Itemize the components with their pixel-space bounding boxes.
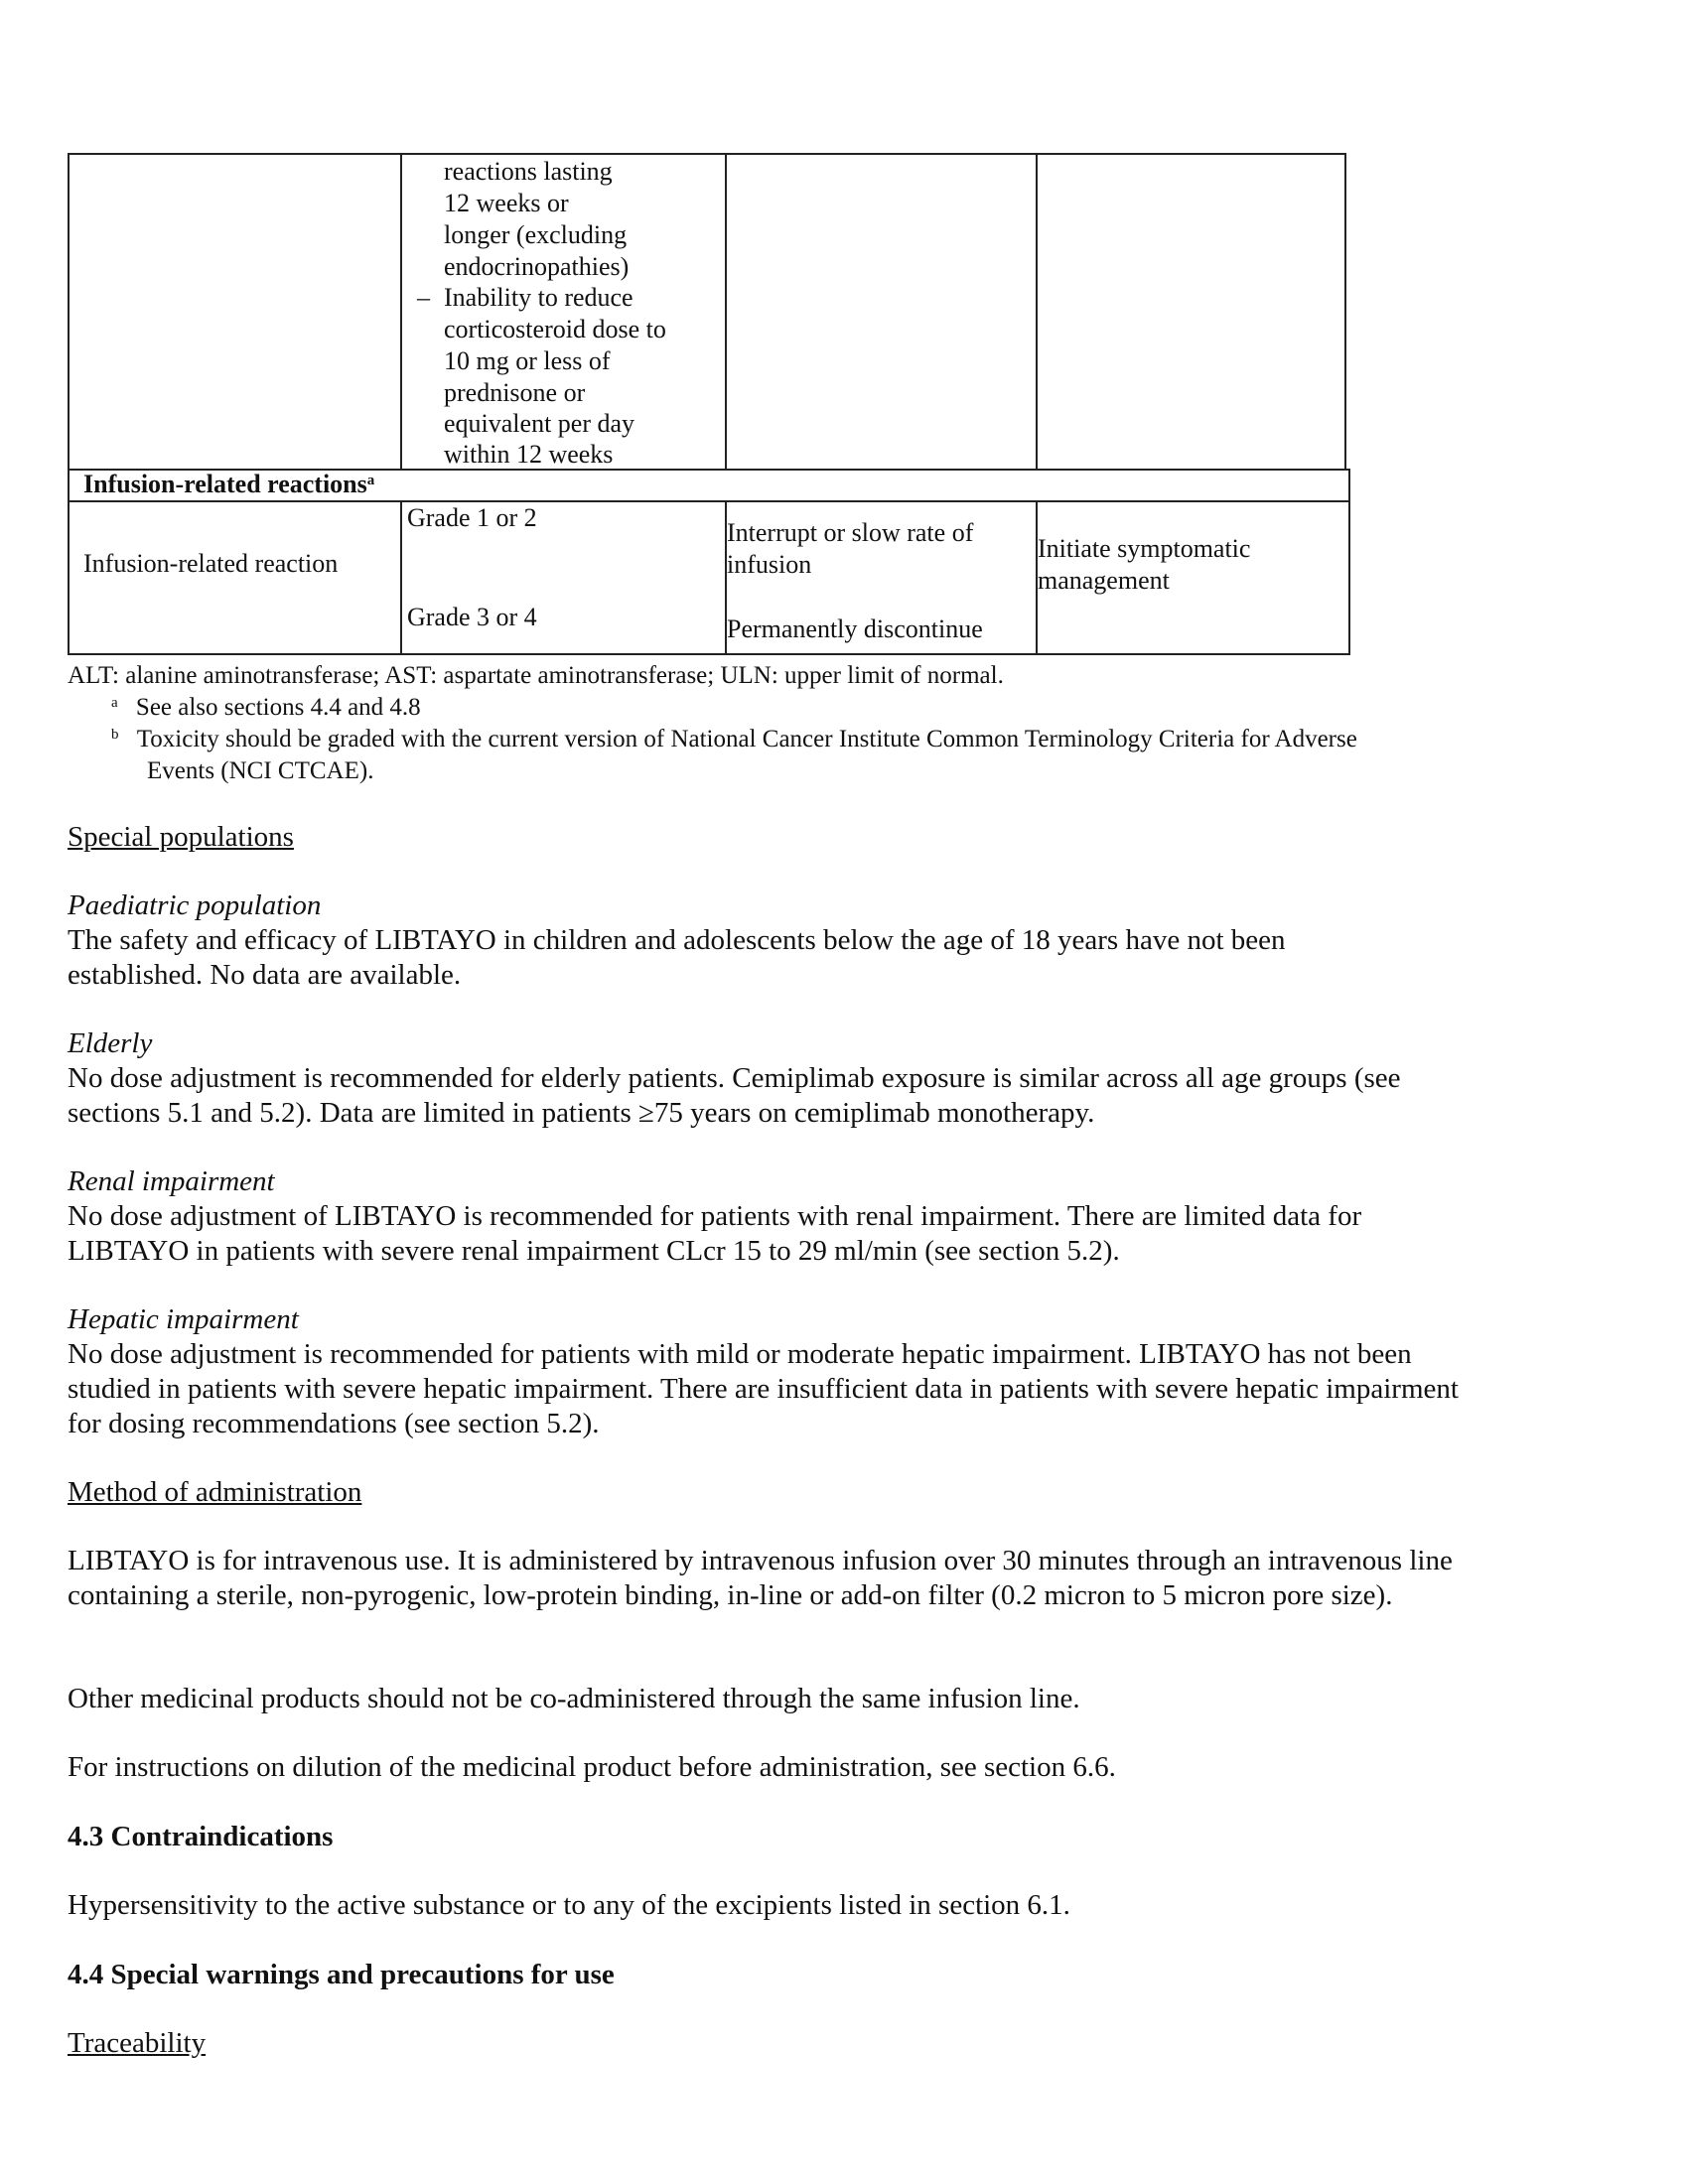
footnote-b-continuation: Events (NCI CTCAE). <box>147 757 374 784</box>
continuation-line: equivalent per day <box>444 409 635 438</box>
footnote-b-text: Toxicity should be graded with the current version of National Cancer Institute Common Terminology Criteria for Adverse <box>136 726 1357 752</box>
continuation-line: Inability to reduce <box>444 283 633 312</box>
administration-heading: Method of administration <box>68 1476 362 1508</box>
col-divider-2 <box>725 153 727 471</box>
continuation-line: reactions lasting <box>444 157 613 186</box>
table-left-border <box>68 153 70 655</box>
section-header-label: Infusion-related reactions <box>83 470 367 498</box>
grade-cell-1: Grade 1 or 2 <box>407 503 537 532</box>
management-cell: Initiate symptomatic management <box>1038 534 1251 595</box>
table-bottom-border <box>68 653 1350 655</box>
col-divider-1 <box>400 153 402 471</box>
col-divider-3 <box>1036 153 1038 471</box>
footnote-a-mark: a <box>111 695 118 711</box>
continuation-line: 12 weeks or <box>444 189 569 217</box>
table-top-border <box>68 153 1346 155</box>
elderly-text: No dose adjustment is recommended for elderly patients. Cemiplimab exposure is similar across all age groups (see sections 5.1 and 5.2). Data are limited in patients ≥75 years on cemiplimab monotherapy. <box>68 1062 1401 1129</box>
table-section-header <box>83 469 374 500</box>
elderly-heading: Elderly <box>68 1027 153 1059</box>
paediatric-heading: Paediatric population <box>68 889 322 921</box>
administration-text-3: For instructions on dilution of the medicinal product before administration, see section 6.6. <box>68 1751 1116 1783</box>
warnings-heading: 4.4 Special warnings and precautions for use <box>68 1959 615 1990</box>
hepatic-heading: Hepatic impairment <box>68 1303 299 1335</box>
continuation-line: endocrinopathies) <box>444 252 630 281</box>
continuation-line: longer (excluding <box>444 220 628 249</box>
special-populations-heading: Special populations <box>68 821 294 853</box>
contraindications-text: Hypersensitivity to the active substance or to any of the excipients listed in section 6.1. <box>68 1889 1070 1921</box>
paediatric-text: The safety and efficacy of LIBTAYO in children and adolescents below the age of 18 years have not been established. No data are available. <box>68 924 1286 991</box>
hepatic-text: No dose adjustment is recommended for patients with mild or moderate hepatic impairment. LIBTAYO has not been studied in patients with severe hepatic impairment. There are insufficient data in patients with severe hepatic impairment for dosing recommendations (see section 5.2). <box>68 1338 1459 1439</box>
continuation-line: corticosteroid dose to <box>444 315 666 343</box>
grade-cell-2: Grade 3 or 4 <box>407 603 537 631</box>
section-header-bottom-border <box>68 500 1350 502</box>
action-cell-2: Permanently discontinue <box>727 614 983 643</box>
continuation-line: 10 mg or less of <box>444 346 611 375</box>
renal-heading: Renal impairment <box>68 1165 275 1197</box>
table-right-border-top <box>1344 153 1346 471</box>
administration-text-1: LIBTAYO is for intravenous use. It is administered by intravenous infusion over 30 minutes through an intravenous line containing a sterile, non-pyrogenic, low-protein binding, in-line or add-on filter (0.2 micron to 5 micron pore size). <box>68 1545 1453 1611</box>
abbreviations-note: ALT: alanine aminotransferase; AST: aspartate aminotransferase; ULN: upper limit of normal. <box>68 662 1004 689</box>
footnote-b-mark: b <box>111 727 119 743</box>
administration-text-2: Other medicinal products should not be co-administered through the same infusion line. <box>68 1683 1080 1714</box>
contraindications-heading: 4.3 Contraindications <box>68 1821 334 1852</box>
footnote-ref-a: a <box>366 473 375 488</box>
traceability-heading: Traceability <box>68 2027 207 2059</box>
section-header-right-border <box>1348 469 1350 655</box>
row-col-divider-1 <box>400 500 402 655</box>
renal-text: No dose adjustment of LIBTAYO is recommended for patients with renal impairment. There are limited data for LIBTAYO in patients with severe renal impairment CLcr 15 to 29 ml/min (see section 5.2). <box>68 1200 1362 1267</box>
dash-bullet: – <box>417 283 430 312</box>
footnote-b <box>111 724 1357 755</box>
action-cell-1: Interrupt or slow rate of infusion <box>727 518 974 579</box>
footnote-a-text: See also sections 4.4 and 4.8 <box>135 694 421 721</box>
continuation-line: prednisone or <box>444 378 586 407</box>
footnote-a <box>111 692 421 724</box>
row-label: Infusion-related reaction <box>83 549 339 578</box>
continuation-line: within 12 weeks <box>444 440 614 469</box>
